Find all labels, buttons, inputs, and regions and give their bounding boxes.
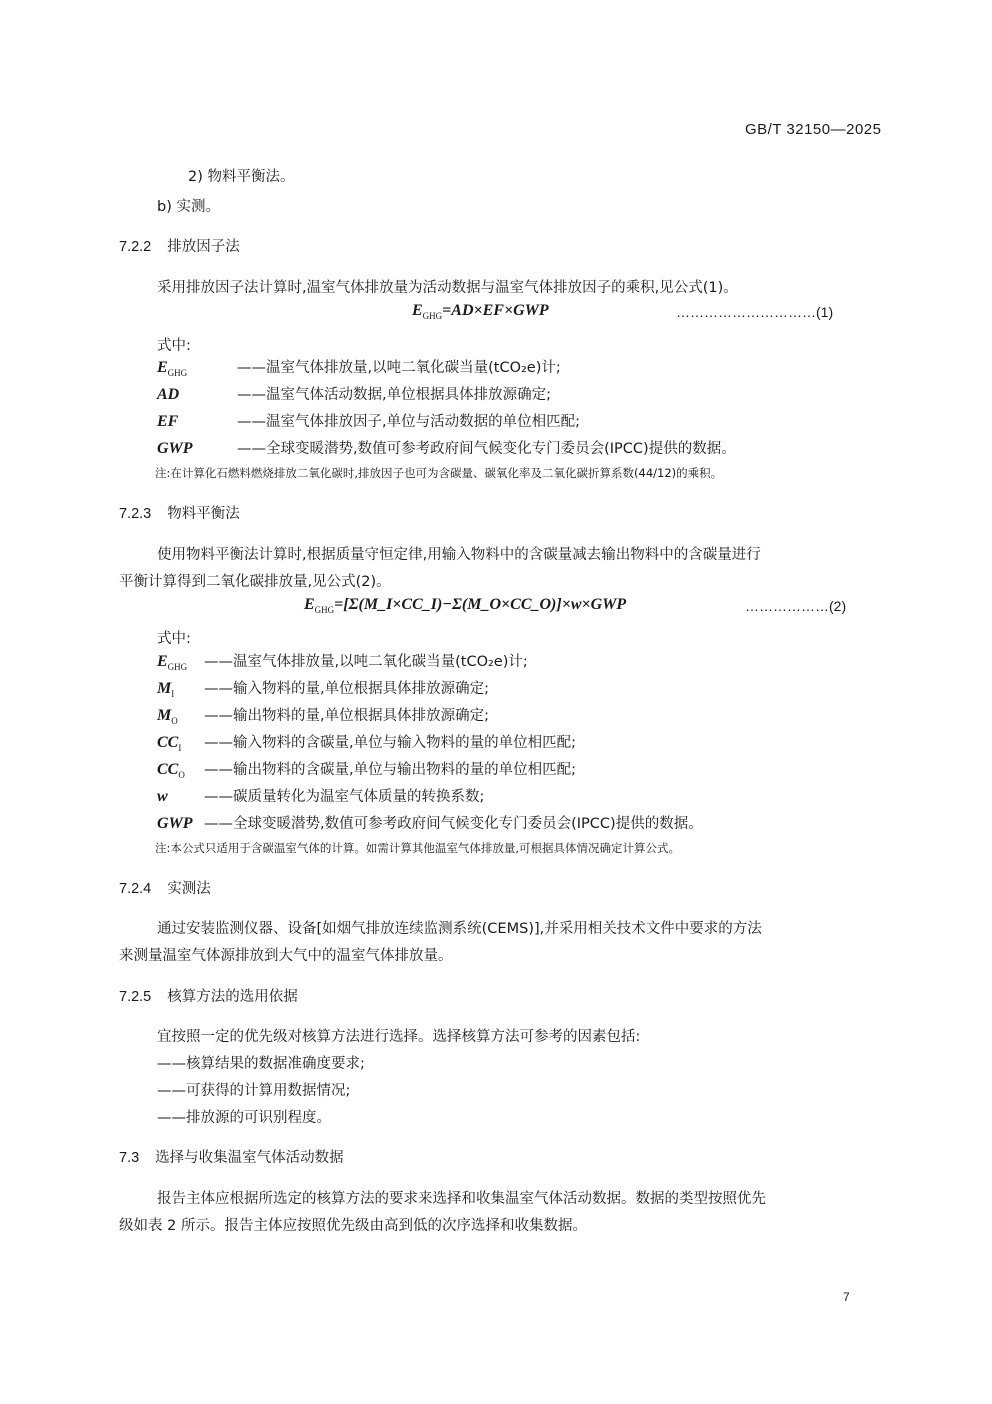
section-number: 7.2.5 [119, 989, 152, 1005]
standard-number: GB/T 32150—2025 [745, 121, 882, 138]
formula-number: …………………………(1) [676, 304, 834, 320]
section-heading-7-3 [119, 1146, 344, 1167]
definition-text: ——输出物料的含碳量,单位与输出物料的量的单位相匹配; [204, 762, 576, 778]
definition-text: ——温室气体排放量,以吨二氧化碳当量(tCO₂e)计; [204, 654, 528, 670]
formula-rhs: =[Σ(M_I×CC_I)−Σ(M_O×CC_O)]×w×GWP [334, 596, 627, 613]
definition-row [157, 383, 551, 404]
list-item-2: 2) 物料平衡法。 [188, 169, 295, 185]
symbol: $M_O$ [157, 707, 178, 726]
where-label: 式中: [157, 631, 191, 647]
definition-text: ——碳质量转化为温室气体质量的转换系数; [204, 789, 485, 805]
section-heading-7-2-5 [119, 985, 298, 1006]
definition-row [157, 704, 489, 725]
list-item: ——可获得的计算用数据情况; [157, 1083, 351, 1099]
definition-text: ——输出物料的量,单位根据具体排放源确定; [204, 708, 489, 724]
definition-row [157, 410, 580, 431]
definition-row [157, 812, 703, 833]
paragraph: 报告主体应根据所选定的核算方法的要求来选择和收集温室气体活动数据。数据的类型按照优先 [157, 1191, 766, 1207]
formula-rhs: =AD×EF×GWP [442, 302, 549, 319]
section-number: 7.2.4 [119, 881, 152, 897]
paragraph-continuation: 来测量温室气体源排放到大气中的温室气体排放量。 [119, 948, 453, 964]
definition-text: ——输入物料的量,单位根据具体排放源确定; [204, 681, 489, 697]
symbol: EF [157, 413, 179, 430]
formula-1 [412, 302, 549, 320]
paragraph-continuation: 平衡计算得到二氧化碳排放量,见公式(2)。 [119, 574, 391, 590]
paragraph: 宜按照一定的优先级对核算方法进行选择。选择核算方法可参考的因素包括: [157, 1029, 641, 1045]
symbol: $E_{GHG}$ [157, 359, 188, 378]
symbol: w [157, 788, 168, 805]
page-number: 7 [843, 1290, 850, 1304]
section-heading-7-2-2 [119, 235, 240, 256]
section-number: 7.3 [119, 1150, 140, 1166]
definition-row [157, 356, 561, 377]
section-heading-7-2-3 [119, 502, 240, 523]
definition-row [157, 677, 489, 698]
definition-row [157, 758, 576, 779]
formula-number: ………………(2) [745, 598, 847, 614]
section-title: 排放因子法 [167, 239, 240, 255]
note: 注:在计算化石燃料燃烧排放二氧化碳时,排放因子也可为含碳量、碳氧化率及二氧化碳折算系数(44/12)的乘积。 [155, 466, 723, 480]
formula-lhs-subscript: GHG [422, 311, 443, 321]
where-label: 式中: [157, 338, 191, 354]
definition-text: ——全球变暖潜势,数值可参考政府间气候变化专门委员会(IPCC)提供的数据。 [237, 441, 736, 457]
formula-2 [304, 596, 626, 614]
definition-row [157, 731, 576, 752]
section-title: 物料平衡法 [167, 506, 240, 522]
section-heading-7-2-4 [119, 877, 211, 898]
list-item: ——核算结果的数据准确度要求; [157, 1056, 365, 1072]
section-title: 实测法 [167, 881, 211, 897]
paragraph: 采用排放因子法计算时,温室气体排放量为活动数据与温室气体排放因子的乘积,见公式(1)。 [157, 280, 738, 296]
symbol: GWP [157, 440, 193, 457]
list-item: ——排放源的可识别程度。 [157, 1110, 331, 1126]
definition-row [157, 785, 484, 806]
section-number: 7.2.3 [119, 506, 152, 522]
definition-row [157, 650, 528, 671]
definition-text: ——温室气体排放量,以吨二氧化碳当量(tCO₂e)计; [237, 360, 561, 376]
section-title: 核算方法的选用依据 [167, 989, 298, 1005]
definition-text: ——温室气体排放因子,单位与活动数据的单位相匹配; [237, 414, 580, 430]
note: 注:本公式只适用于含碳温室气体的计算。如需计算其他温室气体排放量,可根据具体情况确定计算公式。 [155, 841, 681, 855]
symbol: $CC_I$ [157, 734, 182, 753]
paragraph: 使用物料平衡法计算时,根据质量守恒定律,用输入物料中的含碳量减去输出物料中的含碳量进行 [157, 547, 761, 563]
paragraph-continuation: 级如表 2 所示。报告主体应按照优先级由高到低的次序选择和收集数据。 [119, 1218, 587, 1234]
definition-row [157, 437, 736, 458]
section-title: 选择与收集温室气体活动数据 [155, 1150, 344, 1166]
definition-text: ——温室气体活动数据,单位根据具体排放源确定; [237, 387, 551, 403]
formula-lhs-subscript: GHG [314, 605, 335, 615]
symbol: GWP [157, 815, 193, 832]
section-number: 7.2.2 [119, 239, 152, 255]
symbol: $E_{GHG}$ [157, 653, 188, 672]
formula-lhs: E [304, 596, 315, 613]
symbol: $CC_O$ [157, 761, 185, 780]
formula-lhs: E [412, 302, 423, 319]
paragraph: 通过安装监测仪器、设备[如烟气排放连续监测系统(CEMS)],并采用相关技术文件中要求的方法 [157, 921, 762, 937]
symbol: AD [157, 386, 180, 403]
symbol: $M_I$ [157, 680, 175, 699]
list-item-b: b) 实测。 [157, 199, 220, 215]
definition-text: ——输入物料的含碳量,单位与输入物料的量的单位相匹配; [204, 735, 576, 751]
definition-text: ——全球变暖潜势,数值可参考政府间气候变化专门委员会(IPCC)提供的数据。 [204, 816, 703, 832]
